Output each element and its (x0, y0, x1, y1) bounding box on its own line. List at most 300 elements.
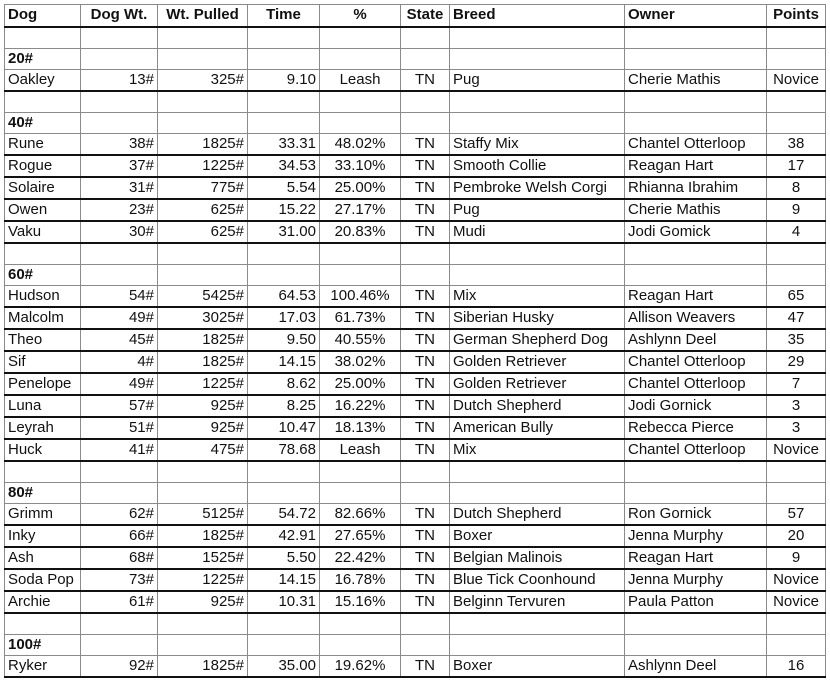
cell-dog-weight: 4# (81, 351, 158, 373)
empty-cell (81, 91, 158, 113)
cell-owner: Reagan Hart (625, 286, 767, 308)
cell-state: TN (401, 525, 450, 547)
empty-cell (450, 91, 625, 113)
group-row (5, 483, 826, 504)
cell-time: 8.62 (248, 373, 320, 395)
spacer-row (5, 613, 826, 635)
cell-dog-weight: 49# (81, 307, 158, 329)
cell-dog-weight: 92# (81, 656, 158, 678)
cell-weight-pulled: 1225# (158, 373, 248, 395)
empty-cell (320, 113, 401, 134)
cell-owner: Jenna Murphy (625, 569, 767, 591)
spacer-row (5, 27, 826, 49)
empty-cell (320, 49, 401, 70)
cell-dog-weight: 13# (81, 70, 158, 92)
empty-cell (401, 113, 450, 134)
cell-dog: Penelope (5, 373, 81, 395)
cell-dog: Owen (5, 199, 81, 221)
cell-weight-pulled: 1825# (158, 134, 248, 156)
cell-weight-pulled: 1825# (158, 525, 248, 547)
cell-weight-pulled: 1225# (158, 155, 248, 177)
empty-cell (248, 27, 320, 49)
cell-weight-pulled: 1825# (158, 656, 248, 678)
cell-state: TN (401, 307, 450, 329)
empty-cell (320, 635, 401, 656)
empty-cell (320, 91, 401, 113)
cell-time: 10.31 (248, 591, 320, 613)
cell-breed: Mudi (450, 221, 625, 243)
empty-cell (767, 27, 826, 49)
table-row (5, 417, 826, 439)
cell-state: TN (401, 70, 450, 92)
cell-points: 7 (767, 373, 826, 395)
cell-points: 9 (767, 199, 826, 221)
empty-cell (320, 243, 401, 265)
cell-dog: Oakley (5, 70, 81, 92)
table-row (5, 547, 826, 569)
empty-cell (158, 113, 248, 134)
spacer-row (5, 91, 826, 113)
empty-cell (767, 635, 826, 656)
cell-dog-weight: 41# (81, 439, 158, 461)
empty-cell (5, 91, 81, 113)
empty-cell (767, 49, 826, 70)
empty-cell (450, 613, 625, 635)
cell-weight-pulled: 625# (158, 221, 248, 243)
cell-weight-pulled: 1825# (158, 351, 248, 373)
cell-time: 14.15 (248, 351, 320, 373)
cell-points: 16 (767, 656, 826, 678)
empty-cell (401, 635, 450, 656)
cell-state: TN (401, 504, 450, 526)
cell-dog: Grimm (5, 504, 81, 526)
empty-cell (81, 243, 158, 265)
empty-cell (625, 265, 767, 286)
cell-percent: 18.13% (320, 417, 401, 439)
table-row (5, 329, 826, 351)
empty-cell (450, 265, 625, 286)
weight-class-label: 60# (5, 265, 81, 286)
cell-percent: 48.02% (320, 134, 401, 156)
cell-owner: Cherie Mathis (625, 70, 767, 92)
cell-percent: 40.55% (320, 329, 401, 351)
cell-points: 29 (767, 351, 826, 373)
table-row (5, 525, 826, 547)
cell-percent: 27.17% (320, 199, 401, 221)
empty-cell (158, 483, 248, 504)
cell-percent: Leash (320, 439, 401, 461)
empty-cell (320, 483, 401, 504)
empty-cell (767, 91, 826, 113)
cell-breed: Belgian Malinois (450, 547, 625, 569)
table-row (5, 221, 826, 243)
cell-state: TN (401, 395, 450, 417)
cell-points: 65 (767, 286, 826, 308)
table-row (5, 504, 826, 526)
cell-owner: Paula Patton (625, 591, 767, 613)
empty-cell (158, 461, 248, 483)
cell-breed: Pembroke Welsh Corgi (450, 177, 625, 199)
cell-state: TN (401, 547, 450, 569)
cell-points: Novice (767, 70, 826, 92)
cell-percent: 22.42% (320, 547, 401, 569)
header-weight-pulled: Wt. Pulled (158, 5, 248, 28)
cell-points: 38 (767, 134, 826, 156)
cell-percent: 61.73% (320, 307, 401, 329)
cell-weight-pulled: 775# (158, 177, 248, 199)
cell-points: 3 (767, 395, 826, 417)
empty-cell (81, 49, 158, 70)
cell-percent: 16.22% (320, 395, 401, 417)
empty-cell (767, 113, 826, 134)
cell-weight-pulled: 475# (158, 439, 248, 461)
cell-percent: 19.62% (320, 656, 401, 678)
empty-cell (401, 49, 450, 70)
table-row (5, 307, 826, 329)
cell-percent: 27.65% (320, 525, 401, 547)
table-row (5, 373, 826, 395)
empty-cell (401, 27, 450, 49)
cell-percent: 100.46% (320, 286, 401, 308)
empty-cell (248, 49, 320, 70)
empty-cell (158, 49, 248, 70)
cell-dog: Ash (5, 547, 81, 569)
empty-cell (450, 461, 625, 483)
cell-dog-weight: 57# (81, 395, 158, 417)
results-body (5, 27, 826, 677)
cell-dog: Theo (5, 329, 81, 351)
cell-state: TN (401, 569, 450, 591)
cell-points: 20 (767, 525, 826, 547)
cell-state: TN (401, 439, 450, 461)
cell-owner: Rebecca Pierce (625, 417, 767, 439)
cell-time: 9.10 (248, 70, 320, 92)
header-points: Points (767, 5, 826, 28)
cell-breed: Boxer (450, 656, 625, 678)
cell-state: TN (401, 199, 450, 221)
cell-owner: Cherie Mathis (625, 199, 767, 221)
cell-time: 42.91 (248, 525, 320, 547)
cell-points: Novice (767, 439, 826, 461)
header-dog: Dog (5, 5, 81, 28)
cell-owner: Chantel Otterloop (625, 134, 767, 156)
cell-percent: 16.78% (320, 569, 401, 591)
cell-owner: Chantel Otterloop (625, 373, 767, 395)
empty-cell (248, 265, 320, 286)
cell-owner: Rhianna Ibrahim (625, 177, 767, 199)
empty-cell (625, 613, 767, 635)
cell-time: 34.53 (248, 155, 320, 177)
empty-cell (320, 27, 401, 49)
header-dog-weight: Dog Wt. (81, 5, 158, 28)
cell-owner: Chantel Otterloop (625, 439, 767, 461)
empty-cell (81, 27, 158, 49)
empty-cell (248, 243, 320, 265)
empty-cell (81, 461, 158, 483)
empty-cell (625, 483, 767, 504)
empty-cell (401, 91, 450, 113)
empty-cell (625, 243, 767, 265)
cell-weight-pulled: 1225# (158, 569, 248, 591)
cell-state: TN (401, 591, 450, 613)
cell-time: 9.50 (248, 329, 320, 351)
empty-cell (767, 461, 826, 483)
table-row (5, 395, 826, 417)
empty-cell (81, 635, 158, 656)
cell-percent: 38.02% (320, 351, 401, 373)
empty-cell (625, 49, 767, 70)
cell-breed: Blue Tick Coonhound (450, 569, 625, 591)
cell-time: 14.15 (248, 569, 320, 591)
cell-weight-pulled: 3025# (158, 307, 248, 329)
cell-breed: Boxer (450, 525, 625, 547)
cell-weight-pulled: 5425# (158, 286, 248, 308)
empty-cell (401, 483, 450, 504)
cell-dog: Archie (5, 591, 81, 613)
cell-dog-weight: 54# (81, 286, 158, 308)
cell-owner: Ron Gornick (625, 504, 767, 526)
table-row (5, 591, 826, 613)
cell-weight-pulled: 925# (158, 591, 248, 613)
cell-breed: Pug (450, 199, 625, 221)
group-row (5, 49, 826, 70)
cell-time: 64.53 (248, 286, 320, 308)
cell-percent: 15.16% (320, 591, 401, 613)
cell-points: 8 (767, 177, 826, 199)
empty-cell (401, 461, 450, 483)
header-row (5, 5, 826, 28)
empty-cell (767, 483, 826, 504)
cell-dog: Malcolm (5, 307, 81, 329)
cell-percent: Leash (320, 70, 401, 92)
cell-time: 15.22 (248, 199, 320, 221)
header-breed: Breed (450, 5, 625, 28)
spacer-row (5, 461, 826, 483)
cell-time: 5.50 (248, 547, 320, 569)
empty-cell (158, 265, 248, 286)
cell-points: Novice (767, 591, 826, 613)
cell-dog: Rune (5, 134, 81, 156)
empty-cell (450, 49, 625, 70)
group-row (5, 265, 826, 286)
cell-breed: Golden Retriever (450, 351, 625, 373)
cell-percent: 33.10% (320, 155, 401, 177)
empty-cell (450, 113, 625, 134)
empty-cell (81, 265, 158, 286)
cell-dog: Huck (5, 439, 81, 461)
table-row (5, 70, 826, 92)
cell-breed: Belginn Tervuren (450, 591, 625, 613)
empty-cell (248, 113, 320, 134)
cell-state: TN (401, 134, 450, 156)
empty-cell (81, 113, 158, 134)
empty-cell (625, 635, 767, 656)
cell-dog: Inky (5, 525, 81, 547)
cell-state: TN (401, 351, 450, 373)
cell-state: TN (401, 329, 450, 351)
cell-dog-weight: 73# (81, 569, 158, 591)
cell-points: 17 (767, 155, 826, 177)
empty-cell (81, 483, 158, 504)
group-row (5, 635, 826, 656)
cell-weight-pulled: 925# (158, 417, 248, 439)
cell-dog-weight: 23# (81, 199, 158, 221)
cell-dog-weight: 37# (81, 155, 158, 177)
weight-class-label: 40# (5, 113, 81, 134)
cell-weight-pulled: 625# (158, 199, 248, 221)
cell-percent: 25.00% (320, 177, 401, 199)
group-row (5, 113, 826, 134)
cell-owner: Ashlynn Deel (625, 329, 767, 351)
table-row (5, 134, 826, 156)
cell-breed: American Bully (450, 417, 625, 439)
empty-cell (320, 265, 401, 286)
weight-class-label: 80# (5, 483, 81, 504)
cell-time: 8.25 (248, 395, 320, 417)
empty-cell (625, 461, 767, 483)
cell-points: 3 (767, 417, 826, 439)
weight-class-label: 100# (5, 635, 81, 656)
empty-cell (767, 243, 826, 265)
empty-cell (158, 27, 248, 49)
empty-cell (81, 613, 158, 635)
empty-cell (401, 613, 450, 635)
cell-time: 54.72 (248, 504, 320, 526)
cell-dog-weight: 62# (81, 504, 158, 526)
cell-dog: Ryker (5, 656, 81, 678)
cell-owner: Allison Weavers (625, 307, 767, 329)
empty-cell (158, 243, 248, 265)
cell-points: 4 (767, 221, 826, 243)
table-row (5, 351, 826, 373)
cell-state: TN (401, 417, 450, 439)
cell-owner: Ashlynn Deel (625, 656, 767, 678)
spacer-row (5, 243, 826, 265)
table-row (5, 286, 826, 308)
cell-breed: Pug (450, 70, 625, 92)
cell-owner: Jodi Gornick (625, 395, 767, 417)
results-table (4, 4, 826, 678)
cell-owner: Jodi Gomick (625, 221, 767, 243)
cell-dog-weight: 51# (81, 417, 158, 439)
cell-weight-pulled: 1825# (158, 329, 248, 351)
empty-cell (158, 613, 248, 635)
cell-dog: Leyrah (5, 417, 81, 439)
cell-points: 57 (767, 504, 826, 526)
cell-state: TN (401, 656, 450, 678)
cell-state: TN (401, 155, 450, 177)
cell-state: TN (401, 373, 450, 395)
cell-breed: Smooth Collie (450, 155, 625, 177)
cell-time: 5.54 (248, 177, 320, 199)
cell-dog: Soda Pop (5, 569, 81, 591)
cell-breed: Golden Retriever (450, 373, 625, 395)
empty-cell (5, 243, 81, 265)
cell-points: Novice (767, 569, 826, 591)
empty-cell (767, 613, 826, 635)
empty-cell (158, 91, 248, 113)
cell-owner: Reagan Hart (625, 155, 767, 177)
empty-cell (320, 613, 401, 635)
empty-cell (5, 613, 81, 635)
cell-breed: Siberian Husky (450, 307, 625, 329)
cell-state: TN (401, 286, 450, 308)
cell-weight-pulled: 325# (158, 70, 248, 92)
table-row (5, 569, 826, 591)
cell-dog: Hudson (5, 286, 81, 308)
cell-owner: Chantel Otterloop (625, 351, 767, 373)
table-row (5, 439, 826, 461)
cell-state: TN (401, 177, 450, 199)
cell-weight-pulled: 1525# (158, 547, 248, 569)
empty-cell (248, 483, 320, 504)
cell-state: TN (401, 221, 450, 243)
table-row (5, 656, 826, 678)
cell-time: 17.03 (248, 307, 320, 329)
empty-cell (158, 635, 248, 656)
cell-dog-weight: 61# (81, 591, 158, 613)
empty-cell (625, 113, 767, 134)
empty-cell (248, 461, 320, 483)
cell-time: 31.00 (248, 221, 320, 243)
header-owner: Owner (625, 5, 767, 28)
empty-cell (450, 27, 625, 49)
empty-cell (5, 27, 81, 49)
cell-owner: Reagan Hart (625, 547, 767, 569)
cell-time: 78.68 (248, 439, 320, 461)
empty-cell (450, 635, 625, 656)
empty-cell (320, 461, 401, 483)
cell-breed: German Shepherd Dog (450, 329, 625, 351)
header-state: State (401, 5, 450, 28)
cell-breed: Dutch Shepherd (450, 504, 625, 526)
empty-cell (625, 27, 767, 49)
cell-owner: Jenna Murphy (625, 525, 767, 547)
cell-time: 10.47 (248, 417, 320, 439)
cell-percent: 20.83% (320, 221, 401, 243)
header-time: Time (248, 5, 320, 28)
cell-weight-pulled: 5125# (158, 504, 248, 526)
cell-points: 47 (767, 307, 826, 329)
cell-time: 33.31 (248, 134, 320, 156)
cell-dog-weight: 66# (81, 525, 158, 547)
table-row (5, 199, 826, 221)
empty-cell (450, 483, 625, 504)
cell-time: 35.00 (248, 656, 320, 678)
empty-cell (5, 461, 81, 483)
cell-percent: 25.00% (320, 373, 401, 395)
empty-cell (248, 635, 320, 656)
empty-cell (248, 613, 320, 635)
cell-dog-weight: 68# (81, 547, 158, 569)
empty-cell (401, 265, 450, 286)
cell-points: 35 (767, 329, 826, 351)
empty-cell (767, 265, 826, 286)
weight-class-label: 20# (5, 49, 81, 70)
cell-dog: Sif (5, 351, 81, 373)
table-row (5, 155, 826, 177)
cell-dog-weight: 45# (81, 329, 158, 351)
cell-breed: Dutch Shepherd (450, 395, 625, 417)
empty-cell (625, 91, 767, 113)
empty-cell (401, 243, 450, 265)
cell-breed: Staffy Mix (450, 134, 625, 156)
table-row (5, 177, 826, 199)
cell-points: 9 (767, 547, 826, 569)
cell-weight-pulled: 925# (158, 395, 248, 417)
cell-breed: Mix (450, 286, 625, 308)
cell-dog: Rogue (5, 155, 81, 177)
